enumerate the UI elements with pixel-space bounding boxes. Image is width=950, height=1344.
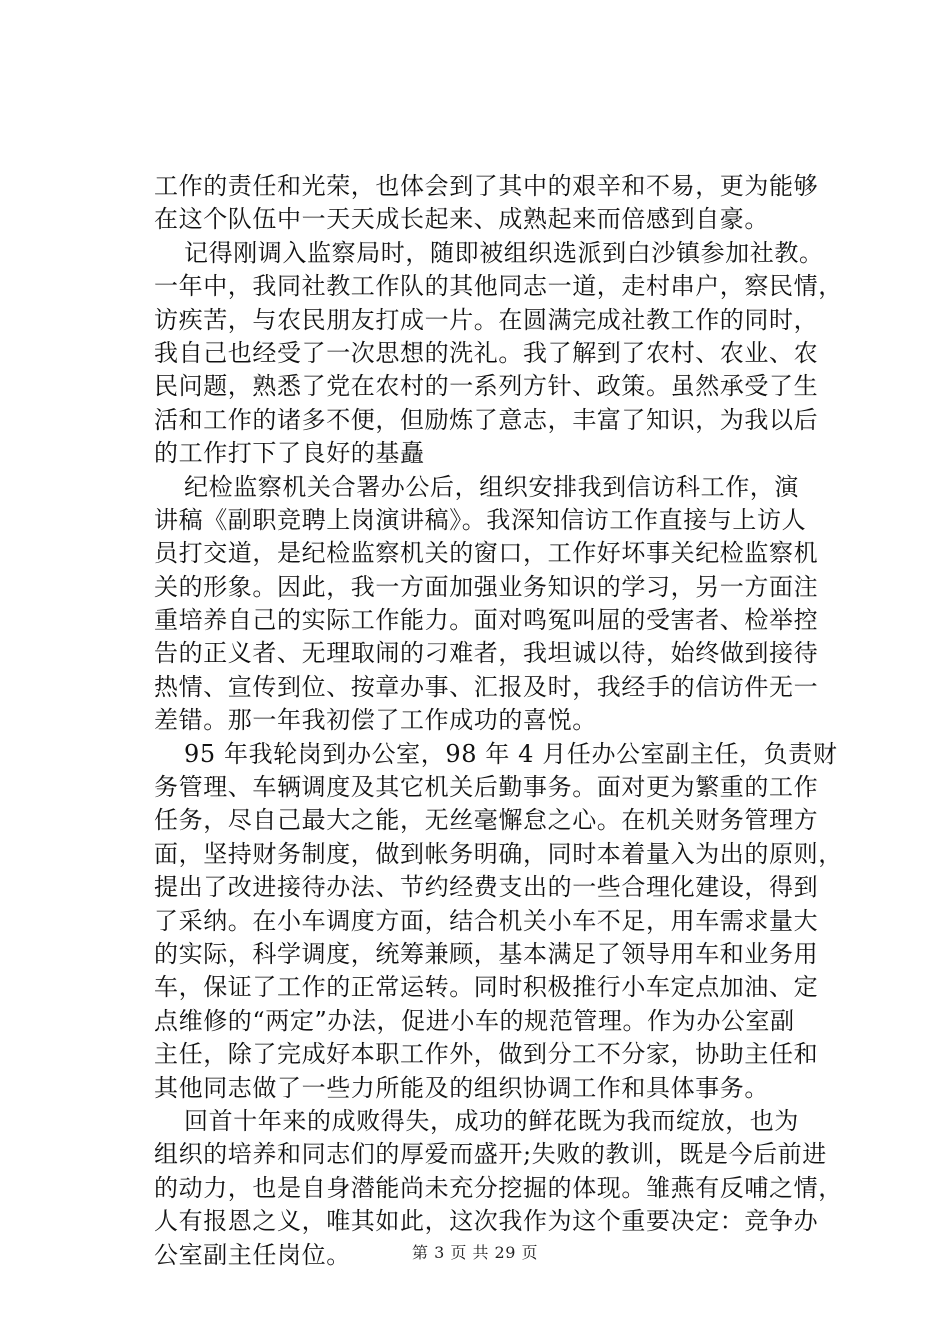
text-line: 的工作打下了良好的基矗 [154,439,425,468]
text-line: 关的形象。因此，我一方面加强业务知识的学习，另一方面注 [154,572,819,601]
text-line: 我自己也经受了一次思想的洗礼。我了解到了农村、农业、农 [154,338,819,367]
text-line: 任务，尽自己最大之能，无丝毫懈怠之心。在机关财务管理方 [154,806,819,835]
text-line: 人有报恩之义，唯其如此，这次我作为这个重要决定：竞争办 [154,1207,819,1236]
text-line: 访疾苦，与农民朋友打成一片。在圆满完成社教工作的同时， [154,305,819,334]
paragraph-first-line: 回首十年来的成败得失，成功的鲜花既为我而绽放，也为 [184,1106,799,1135]
text-line: 一年中，我同社教工作队的其他同志一道，走村串户，察民情， [154,272,843,301]
text-line: 讲稿《副职竞聘上岗演讲稿》。我深知信访工作直接与上访人 [154,505,807,534]
text-line: 提出了改进接待办法、节约经费支出的一些合理化建设，得到 [154,873,819,902]
text-line: 车，保证了工作的正常运转。同时积极推行小车定点加油、定 [154,973,819,1002]
text-line: 热情、宣传到位、按章办事、汇报及时，我经手的信访件无一 [154,672,819,701]
document-body [154,170,843,1272]
text-line: 其他同志做了一些力所能及的组织协调工作和具体事务。 [154,1073,769,1102]
paragraph-first-line: 95 年我轮岗到办公室，98 年 4 月任办公室副主任，负责财 [184,739,838,768]
text-line: 民问题，熟悉了党在农村的一系列方针、政策。虽然承受了生 [154,372,819,401]
text-line: 面，坚持财务制度，做到帐务明确，同时本着量入为出的原则， [154,839,843,868]
text-line: 的实际，科学调度，统筹兼顾，基本满足了领导用车和业务用 [154,939,819,968]
text-line: 的动力，也是自身潜能尚未充分挖掘的体现。雏燕有反哺之情， [154,1173,843,1202]
text-line: 公室副主任岗位。 [154,1240,351,1269]
text-line: 主任，除了完成好本职工作外，做到分工不分家，协助主任和 [154,1040,819,1069]
text-line: 告的正义者、无理取闹的刁难者，我坦诚以待，始终做到接待 [154,639,819,668]
text-line: 组织的培养和同志们的厚爱而盛开;失败的教训，既是今后前进 [154,1140,827,1169]
text-line: 务管理、车辆调度及其它机关后勤事务。面对更为繁重的工作 [154,773,819,802]
text-line: 员打交道，是纪检监察机关的窗口，工作好坏事关纪检监察机 [154,539,819,568]
paragraph-first-line: 记得刚调入监察局时，随即被组织选派到白沙镇参加社教。 [184,238,824,267]
text-line: 活和工作的诸多不便，但励炼了意志，丰富了知识，为我以后 [154,405,819,434]
page-footer: 第 3 页 共 29 页 [412,1243,538,1262]
text-line: 差错。那一年我初偿了工作成功的喜悦。 [154,706,597,735]
text-line: 点维修的“两定”办法，促进小车的规范管理。作为办公室副 [154,1006,795,1035]
text-line: 重培养自己的实际工作能力。面对鸣冤叫屈的受害者、检举控 [154,606,819,635]
text-line: 了采纳。在小车调度方面，结合机关小车不足，用车需求量大 [154,906,819,935]
text-line: 在这个队伍中一天天成长起来、成熟起来而倍感到自豪。 [154,205,769,234]
text-line: 工作的责任和光荣，也体会到了其中的艰辛和不易，更为能够 [154,172,819,200]
paragraph-first-line: 纪检监察机关合署办公后，组织安排我到信访科工作，演 [184,472,799,501]
